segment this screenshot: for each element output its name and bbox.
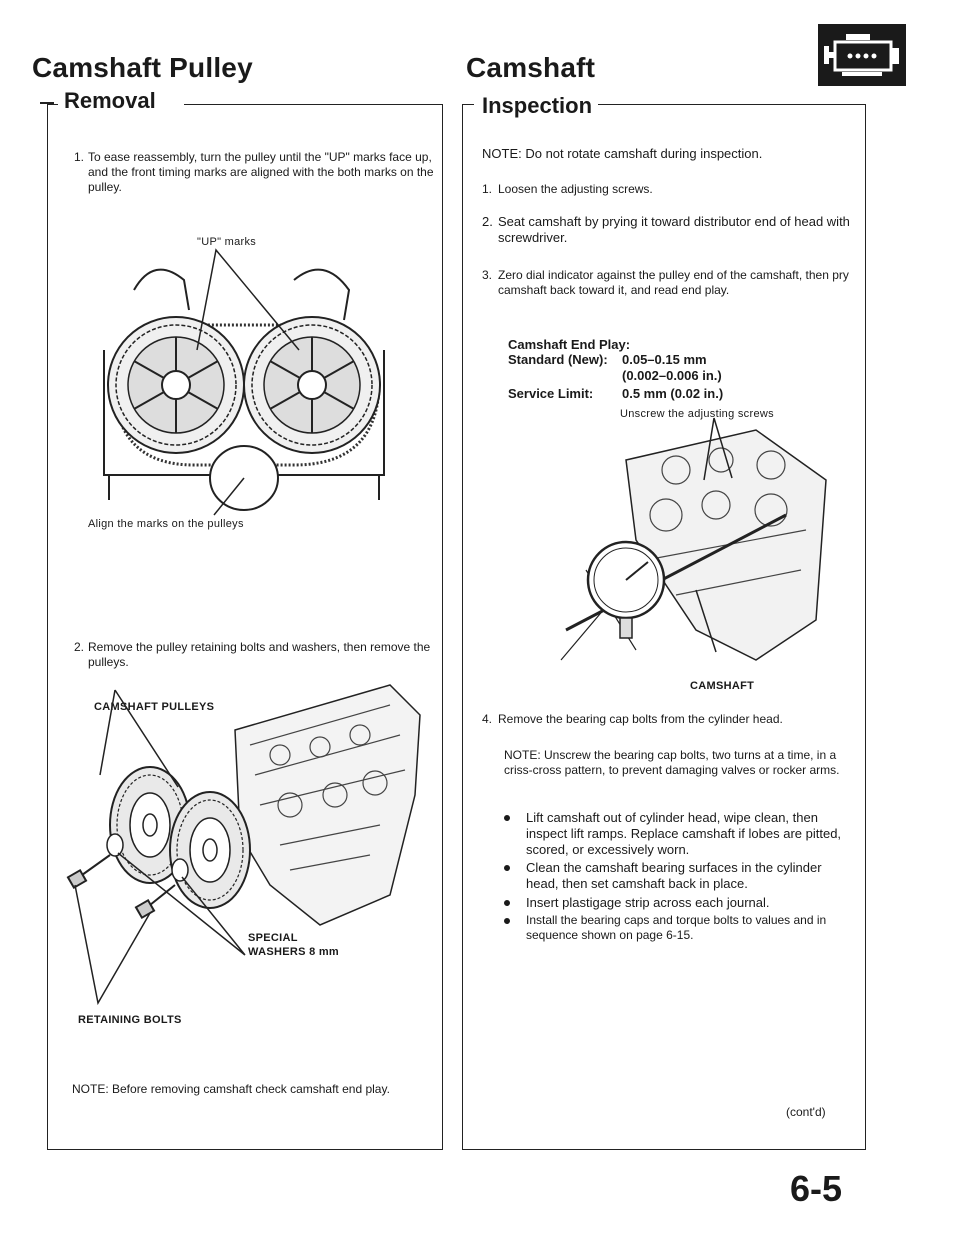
retaining-bolts-label: RETAINING BOLTS (78, 1014, 182, 1026)
left-pulley (108, 317, 244, 453)
removal-step-1 (74, 150, 436, 195)
step-number: 3. (482, 268, 493, 282)
bullet-list (504, 810, 850, 960)
bullet-dot (504, 900, 510, 906)
list-item (504, 810, 850, 858)
step-text: Zero dial indicator against the pulley end of the camshaft, then pry camshaft back toward it, and read end play. (498, 268, 849, 297)
step-number: 1. (482, 182, 493, 196)
step-text: Remove the pulley retaining bolts and washers, then remove the pulleys. (88, 640, 431, 669)
list-item (504, 895, 770, 911)
bullet-dot (504, 918, 510, 924)
list-item-text: Lift camshaft out of cylinder head, wipe clean, then inspect lift ramps. Replace camshaft if lobes are pitted, scored, or excessively worn. (526, 810, 842, 857)
unscrew-label: Unscrew the adjusting screws (620, 408, 774, 420)
inspection-step-1 (482, 182, 852, 197)
spec-standard-value: 0.05–0.15 mm (622, 352, 707, 367)
inspection-note-mid: NOTE: Unscrew the bearing cap bolts, two turns at a time, in a criss-cross pattern, to prevent damaging valves or rocker arms. (504, 748, 840, 777)
spec-limit-label: Service Limit: (508, 386, 594, 401)
removal-note: NOTE: Before removing camshaft check camshaft end play. (72, 1082, 390, 1096)
special-label: SPECIAL (248, 932, 298, 944)
bullet-dot (504, 865, 510, 871)
contd-label: (cont'd) (786, 1105, 826, 1119)
right-pulley (244, 317, 380, 453)
inspection-step-3 (482, 268, 852, 298)
align-marks-label: Align the marks on the pulleys (88, 518, 244, 530)
spec-standard-value-in: (0.002–0.006 in.) (622, 368, 722, 383)
camshaft-pulleys-label: CAMSHAFT PULLEYS (94, 701, 215, 713)
spec-limit-value: 0.5 mm (0.02 in.) (622, 386, 724, 401)
right-title: Camshaft (466, 52, 596, 83)
inspection-step-2 (482, 214, 852, 246)
removal-dash (40, 102, 54, 104)
inspection-heading: Inspection (482, 93, 593, 118)
step-number: 2. (74, 640, 85, 654)
camshaft-label: CAMSHAFT (690, 680, 755, 692)
up-marks-label: "UP" marks (197, 236, 257, 248)
list-item-text: Clean the camshaft bearing surfaces in the cylinder head, then set camshaft back in place. (526, 860, 822, 891)
spec-heading: Camshaft End Play: (508, 337, 631, 352)
washers-label: WASHERS 8 mm (248, 946, 340, 958)
page-number: 6-5 (790, 1168, 843, 1209)
left-title: Camshaft Pulley (32, 52, 253, 83)
list-item (504, 860, 850, 892)
step-text: Loosen the adjusting screws. (498, 182, 653, 196)
step-text: Seat camshaft by prying it toward distributor end of head with screwdriver. (498, 214, 850, 245)
list-item (504, 913, 850, 943)
inspection-note-top: NOTE: Do not rotate camshaft during inspection. (482, 146, 763, 161)
bullet-dot (504, 815, 510, 821)
step-number: 2. (482, 214, 493, 229)
spec-standard-label: Standard (New): (508, 352, 608, 367)
step-text: To ease reassembly, turn the pulley until the "UP" marks face up, and the front timing marks are aligned with the both marks on the pulley. (88, 150, 434, 194)
step-number: 4. (482, 712, 493, 726)
pulley-removal-figure (60, 675, 440, 1015)
list-item-text: Install the bearing caps and torque bolts to values and in sequence shown on page 6-15. (526, 913, 827, 942)
engine-icon (818, 24, 906, 86)
step-number: 1. (74, 150, 85, 164)
removal-step-2 (74, 640, 436, 670)
inspection-step-4 (482, 712, 852, 727)
list-item-text: Insert plastigage strip across each journal. (526, 895, 770, 910)
step-text: Remove the bearing cap bolts from the cylinder head. (498, 712, 783, 726)
removal-heading: Removal (64, 88, 156, 113)
pulley-alignment-figure (94, 250, 394, 522)
dial-indicator-figure (556, 420, 856, 682)
